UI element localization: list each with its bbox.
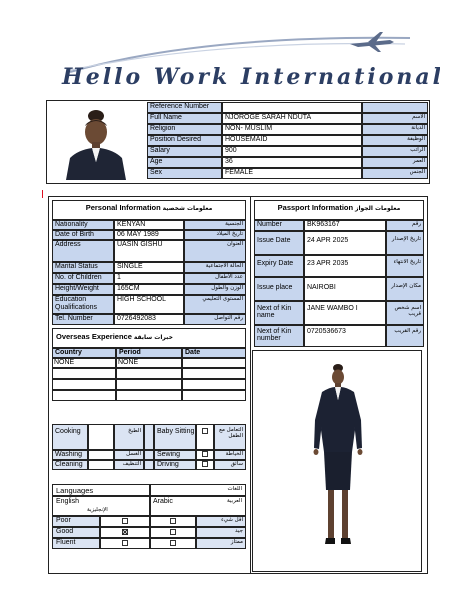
table-cell [182,379,246,390]
field-label-ar: تاريخ الإصدار [386,231,424,255]
english-level-cell[interactable] [100,516,150,527]
level-label-ar: أقل شيء [196,516,246,527]
field-label-ar: الاسم [362,113,428,124]
field-value: JANE WAMBO I [304,301,386,325]
col-header-country: Country [52,348,116,358]
skills-section [52,424,246,470]
field-value: HOUSEMAID [222,135,362,146]
field-label-ar: عدد الأطفال [184,273,246,284]
language-english [52,496,150,516]
field-value: 36 [222,157,362,168]
field-label: Position Desired [147,135,222,146]
skill-label: Baby Sitting [154,424,196,450]
field-label-ar: رقم [386,220,424,231]
field-value: 900 [222,146,362,157]
skill-label: Sewing [154,450,196,460]
table-cell [52,390,116,401]
skill-checkbox-cell[interactable] [196,460,214,470]
field-label-ar: اسم شخص قريب [386,301,424,325]
field-label: Tel. Number [52,314,114,325]
field-label: No. of Children [52,273,114,284]
candidate-portrait [56,104,136,180]
field-label: Next of Kin number [254,325,304,347]
skill-label: Washing [52,450,88,460]
table-cell [116,368,182,379]
skill-check-area [88,460,114,470]
language-arabic-ar: العربية [226,498,242,504]
field-value: 165CM [114,284,184,295]
field-value: NON- MUSLIM [222,124,362,135]
field-label-ar: الجنس [362,168,428,179]
field-label: Religion [147,124,222,135]
skill-check-area [88,424,114,450]
arabic-level-cell[interactable] [150,516,196,527]
field-label-ar: رقم القريب [386,325,424,347]
table-cell [182,358,246,368]
skill-label: Cooking [52,424,88,450]
level-label: Good [52,527,100,538]
personal-info-section [52,200,246,325]
column-divider [250,196,251,574]
languages-title: Languages [52,484,150,496]
skill-checkbox-cell[interactable] [196,450,214,460]
field-label-ar: رقم التواصل [184,314,246,325]
field-label: Full Name [147,113,222,124]
skill-label-ar: الطبخ [114,424,144,450]
overseas-experience-section [52,328,246,401]
field-label-ar: المستوى التعليمي [184,295,246,314]
languages-title-ar: اللغات [150,484,246,496]
margin-mark [42,190,43,198]
field-label: Address [52,240,114,262]
overseas-title: Overseas Experience [56,332,132,341]
passport-info-header [254,200,424,220]
company-logo [50,30,440,100]
skill-label-ar: التعامل مع الطفل [214,424,246,450]
languages-section [52,484,246,549]
skill-label-ar: الغسل [114,450,144,460]
field-value: KENYAN [114,220,184,230]
checkbox-arabic-good[interactable] [170,529,176,535]
checkbox-arabic-poor[interactable] [170,518,176,524]
language-arabic [150,496,246,516]
field-value: 24 APR 2025 [304,231,386,255]
table-cell [116,379,182,390]
summary-table [147,102,428,179]
field-label-ar [362,102,428,113]
table-cell: NONE [52,358,116,368]
field-label-ar: العمر [362,157,428,168]
language-english-label: English [56,498,79,505]
field-label-ar: العنوان [184,240,246,262]
field-label: Nationality [52,220,114,230]
checkbox-english-poor[interactable] [122,518,128,524]
field-label-ar: الراتب [362,146,428,157]
field-label-ar: تاريخ الميلاد [184,230,246,240]
overseas-title-ar: خبرات سابقة [133,334,173,341]
skill-label-ar: سائق [214,460,246,470]
personal-info-title: Personal Information [85,203,161,212]
personal-info-header [52,200,246,220]
field-label: Date of Birth [52,230,114,240]
field-value: NJOROGE SARAH NDUTA [222,113,362,124]
field-value: BK963167 [304,220,386,231]
field-label-ar: الوزن والطول [184,284,246,295]
spacer [144,450,154,460]
field-label-ar: مكان الإصدار [386,277,424,301]
english-level-cell[interactable] [100,527,150,538]
candidate-full-body-photo [300,360,376,552]
field-label: Sex [147,168,222,179]
field-value: 23 APR 2035 [304,255,386,277]
language-arabic-label: Arabic [153,498,173,505]
field-value: SINGLE [114,262,184,273]
field-label: Education Qualifications [52,295,114,314]
english-level-cell[interactable] [100,538,150,549]
svg-text:Hello Work International: Hello Work International [62,64,440,90]
field-label: Expiry Date [254,255,304,277]
level-label: Fluent [52,538,100,549]
field-label: Salary [147,146,222,157]
skill-label-ar: الخياطة [214,450,246,460]
passport-info-section [254,200,424,347]
field-label: Age [147,157,222,168]
field-value: 1 [114,273,184,284]
level-label: Poor [52,516,100,527]
field-value: HIGH SCHOOL [114,295,184,314]
field-label: Issue Date [254,231,304,255]
spacer [144,424,154,450]
field-value: UASIN GISHU [114,240,184,262]
field-label: Number [254,220,304,231]
field-value [222,102,362,113]
checkbox[interactable] [202,451,208,457]
skill-label: Cleaning [52,460,88,470]
arabic-level-cell[interactable] [150,527,196,538]
skill-label-ar: التنظيف [114,460,144,470]
field-value: 0726492083 [114,314,184,325]
field-value: FEMALE [222,168,362,179]
table-cell [52,368,116,379]
checkbox[interactable] [202,461,208,467]
level-label-ar: ممتاز [196,538,246,549]
checkbox-arabic-fluent[interactable] [170,540,176,546]
skill-check-area [88,450,114,460]
table-cell [52,379,116,390]
field-label-ar: تاريخ الانتهاء [386,255,424,277]
skill-checkbox-cell[interactable] [196,424,214,450]
overseas-header [52,328,246,348]
level-label-ar: جيد [196,527,246,538]
field-label: Issue place [254,277,304,301]
field-label: Reference Number [147,102,222,113]
field-value: NAIROBI [304,277,386,301]
field-label: Marital Status [52,262,114,273]
personal-info-title-ar: معلومات شخصية [162,205,213,212]
field-label-ar: الحالة الاجتماعية [184,262,246,273]
skill-label: Driving [154,460,196,470]
language-english-ar: الإنجليزية [87,507,108,513]
table-cell [182,368,246,379]
table-cell [182,390,246,401]
table-cell: NONE [116,358,182,368]
arabic-level-cell[interactable] [150,538,196,549]
field-label-ar: الوظيفة [362,135,428,146]
field-label-ar: الديانة [362,124,428,135]
spacer [144,460,154,470]
field-value: 06 MAY 1989 [114,230,184,240]
field-label: Next of Kin name [254,301,304,325]
field-label: Height/Weight [52,284,114,295]
checkbox-english-good[interactable] [122,529,128,535]
col-header-date: Date [182,348,246,358]
checkbox[interactable] [202,428,208,434]
table-cell [116,390,182,401]
checkbox-english-fluent[interactable] [122,540,128,546]
field-label-ar: الجنسية [184,220,246,230]
col-header-period: Period [116,348,182,358]
field-value: 0720536673 [304,325,386,347]
passport-info-title-ar: معلومات الجواز [355,205,401,212]
passport-info-title: Passport Information [277,203,354,212]
